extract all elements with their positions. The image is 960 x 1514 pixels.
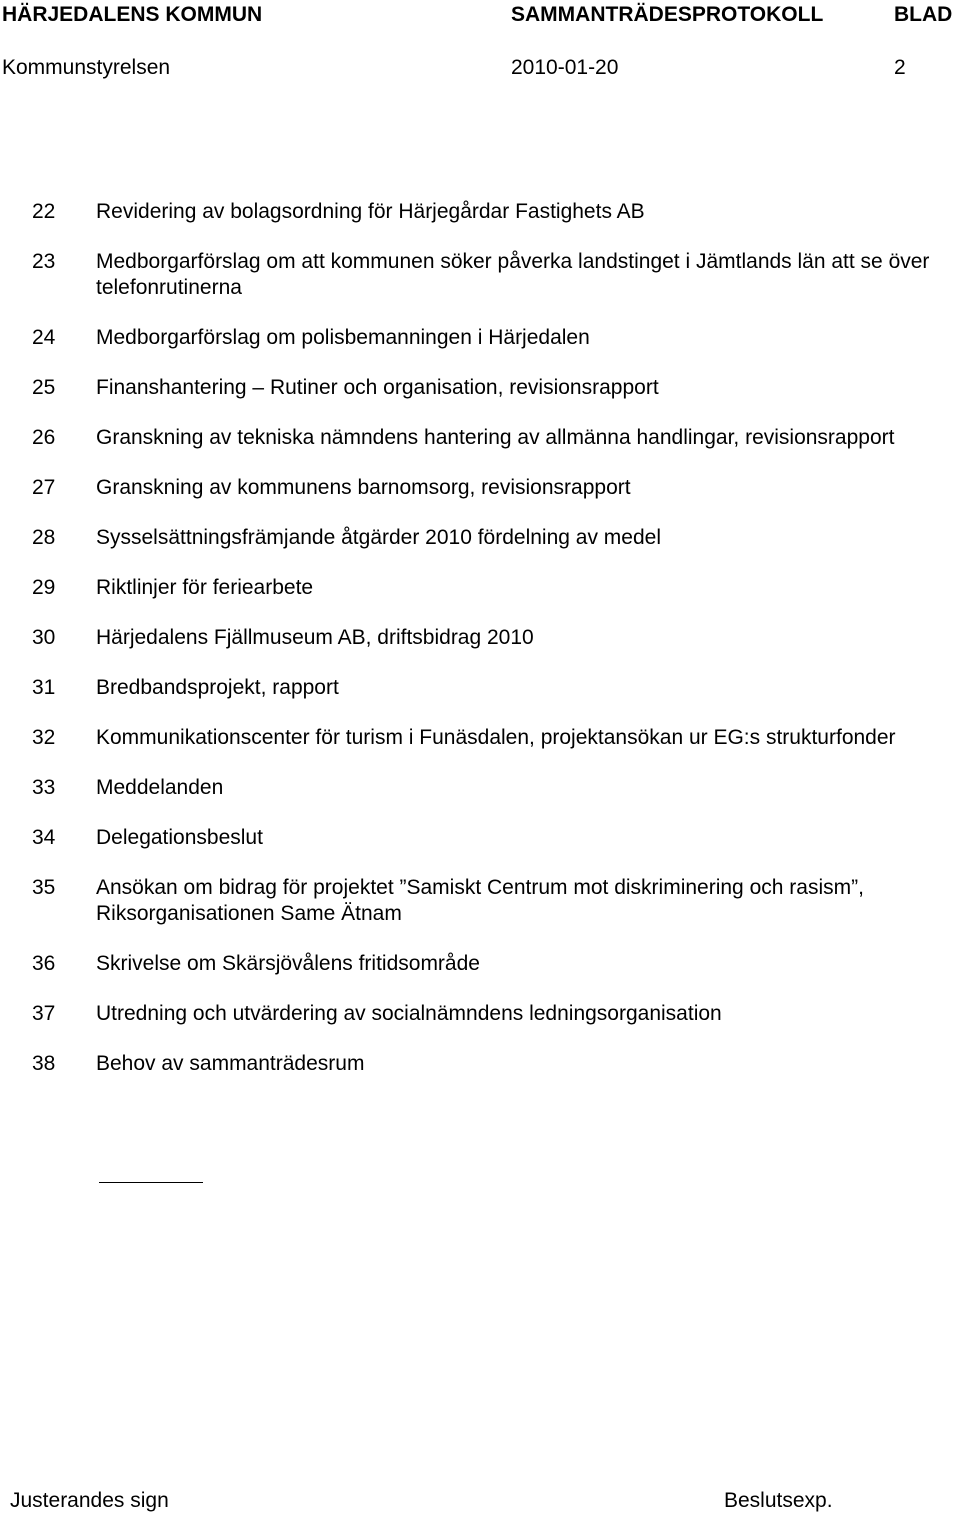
agenda-item-title: Delegationsbeslut — [96, 826, 263, 849]
page-number: 2 — [894, 56, 906, 79]
agenda-item — [0, 325, 960, 351]
committee-name: Kommunstyrelsen — [2, 56, 171, 79]
agenda-item-title: Bredbandsprojekt, rapport — [96, 676, 339, 699]
agenda-item-title: Utredning och utvärdering av socialnämndens ledningsorganisation — [96, 1002, 722, 1025]
footer-beslutsexp: Beslutsexp. — [724, 1489, 833, 1512]
agenda-item-title: Ansökan om bidrag för projektet ”Samiskt Centrum mot diskriminering och rasism”, Riksorganisationen Same Ätnam — [96, 876, 864, 925]
agenda-item-number: 36 — [32, 952, 56, 975]
agenda-item — [0, 425, 960, 451]
agenda-item — [0, 951, 960, 977]
agenda-item-number: 23 — [32, 250, 56, 273]
agenda-item — [0, 875, 960, 927]
agenda-item-number: 33 — [32, 776, 56, 799]
agenda-item — [0, 525, 960, 551]
municipality-name: HÄRJEDALENS KOMMUN — [2, 3, 263, 26]
agenda-item — [0, 575, 960, 601]
agenda-item-number: 32 — [32, 726, 56, 749]
agenda-item — [0, 199, 960, 225]
agenda-item-number: 25 — [32, 376, 56, 399]
separator-line — [99, 1182, 203, 1183]
agenda-item — [0, 725, 960, 751]
agenda-item — [0, 1001, 960, 1027]
agenda-item-number: 27 — [32, 476, 56, 499]
agenda-item-title: Finanshantering – Rutiner och organisation, revisionsrapport — [96, 376, 659, 399]
agenda-item — [0, 475, 960, 501]
agenda-item-title: Granskning av kommunens barnomsorg, revisionsrapport — [96, 476, 631, 499]
agenda-item-number: 34 — [32, 826, 56, 849]
agenda-item-number: 37 — [32, 1002, 56, 1025]
meeting-date: 2010-01-20 — [511, 56, 619, 79]
agenda-item-number: 35 — [32, 876, 56, 899]
agenda-item-title: Meddelanden — [96, 776, 224, 799]
agenda-item — [0, 625, 960, 651]
agenda-item-number: 22 — [32, 200, 56, 223]
agenda-item — [0, 375, 960, 401]
agenda-item-title: Skrivelse om Skärsjövålens fritidsområde — [96, 952, 480, 975]
agenda-item-title: Härjedalens Fjällmuseum AB, driftsbidrag 2010 — [96, 626, 534, 649]
agenda-item-number: 26 — [32, 426, 56, 449]
agenda-item-title: Behov av sammanträdesrum — [96, 1052, 365, 1075]
agenda-item-title: Medborgarförslag om polisbemanningen i Härjedalen — [96, 326, 590, 349]
agenda-item-title: Sysselsättningsfrämjande åtgärder 2010 fördelning av medel — [96, 526, 662, 549]
agenda-item-title: Kommunikationscenter för turism i Funäsdalen, projektansökan ur EG:s strukturfonder — [96, 726, 896, 749]
agenda-item — [0, 675, 960, 701]
agenda-item-title: Granskning av tekniska nämndens hantering av allmänna handlingar, revisionsrapport — [96, 426, 895, 449]
agenda-item-title: Revidering av bolagsordning för Härjegårdar Fastighets AB — [96, 200, 645, 223]
agenda-list — [0, 199, 960, 1101]
agenda-item-number: 28 — [32, 526, 56, 549]
agenda-item-number: 29 — [32, 576, 56, 599]
agenda-item-number: 30 — [32, 626, 56, 649]
agenda-item — [0, 249, 960, 301]
agenda-item — [0, 775, 960, 801]
agenda-item-number: 31 — [32, 676, 56, 699]
agenda-item — [0, 1051, 960, 1077]
agenda-item-number: 24 — [32, 326, 56, 349]
footer-justerandes-sign: Justerandes sign — [10, 1489, 169, 1512]
blad-label: BLAD — [894, 3, 953, 26]
agenda-item-title: Medborgarförslag om att kommunen söker påverka landstinget i Jämtlands län att se över telefonrutinerna — [96, 250, 930, 299]
document-type: SAMMANTRÄDESPROTOKOLL — [511, 3, 824, 26]
agenda-item-number: 38 — [32, 1052, 56, 1075]
agenda-item — [0, 825, 960, 851]
agenda-item-title: Riktlinjer för feriearbete — [96, 576, 314, 599]
